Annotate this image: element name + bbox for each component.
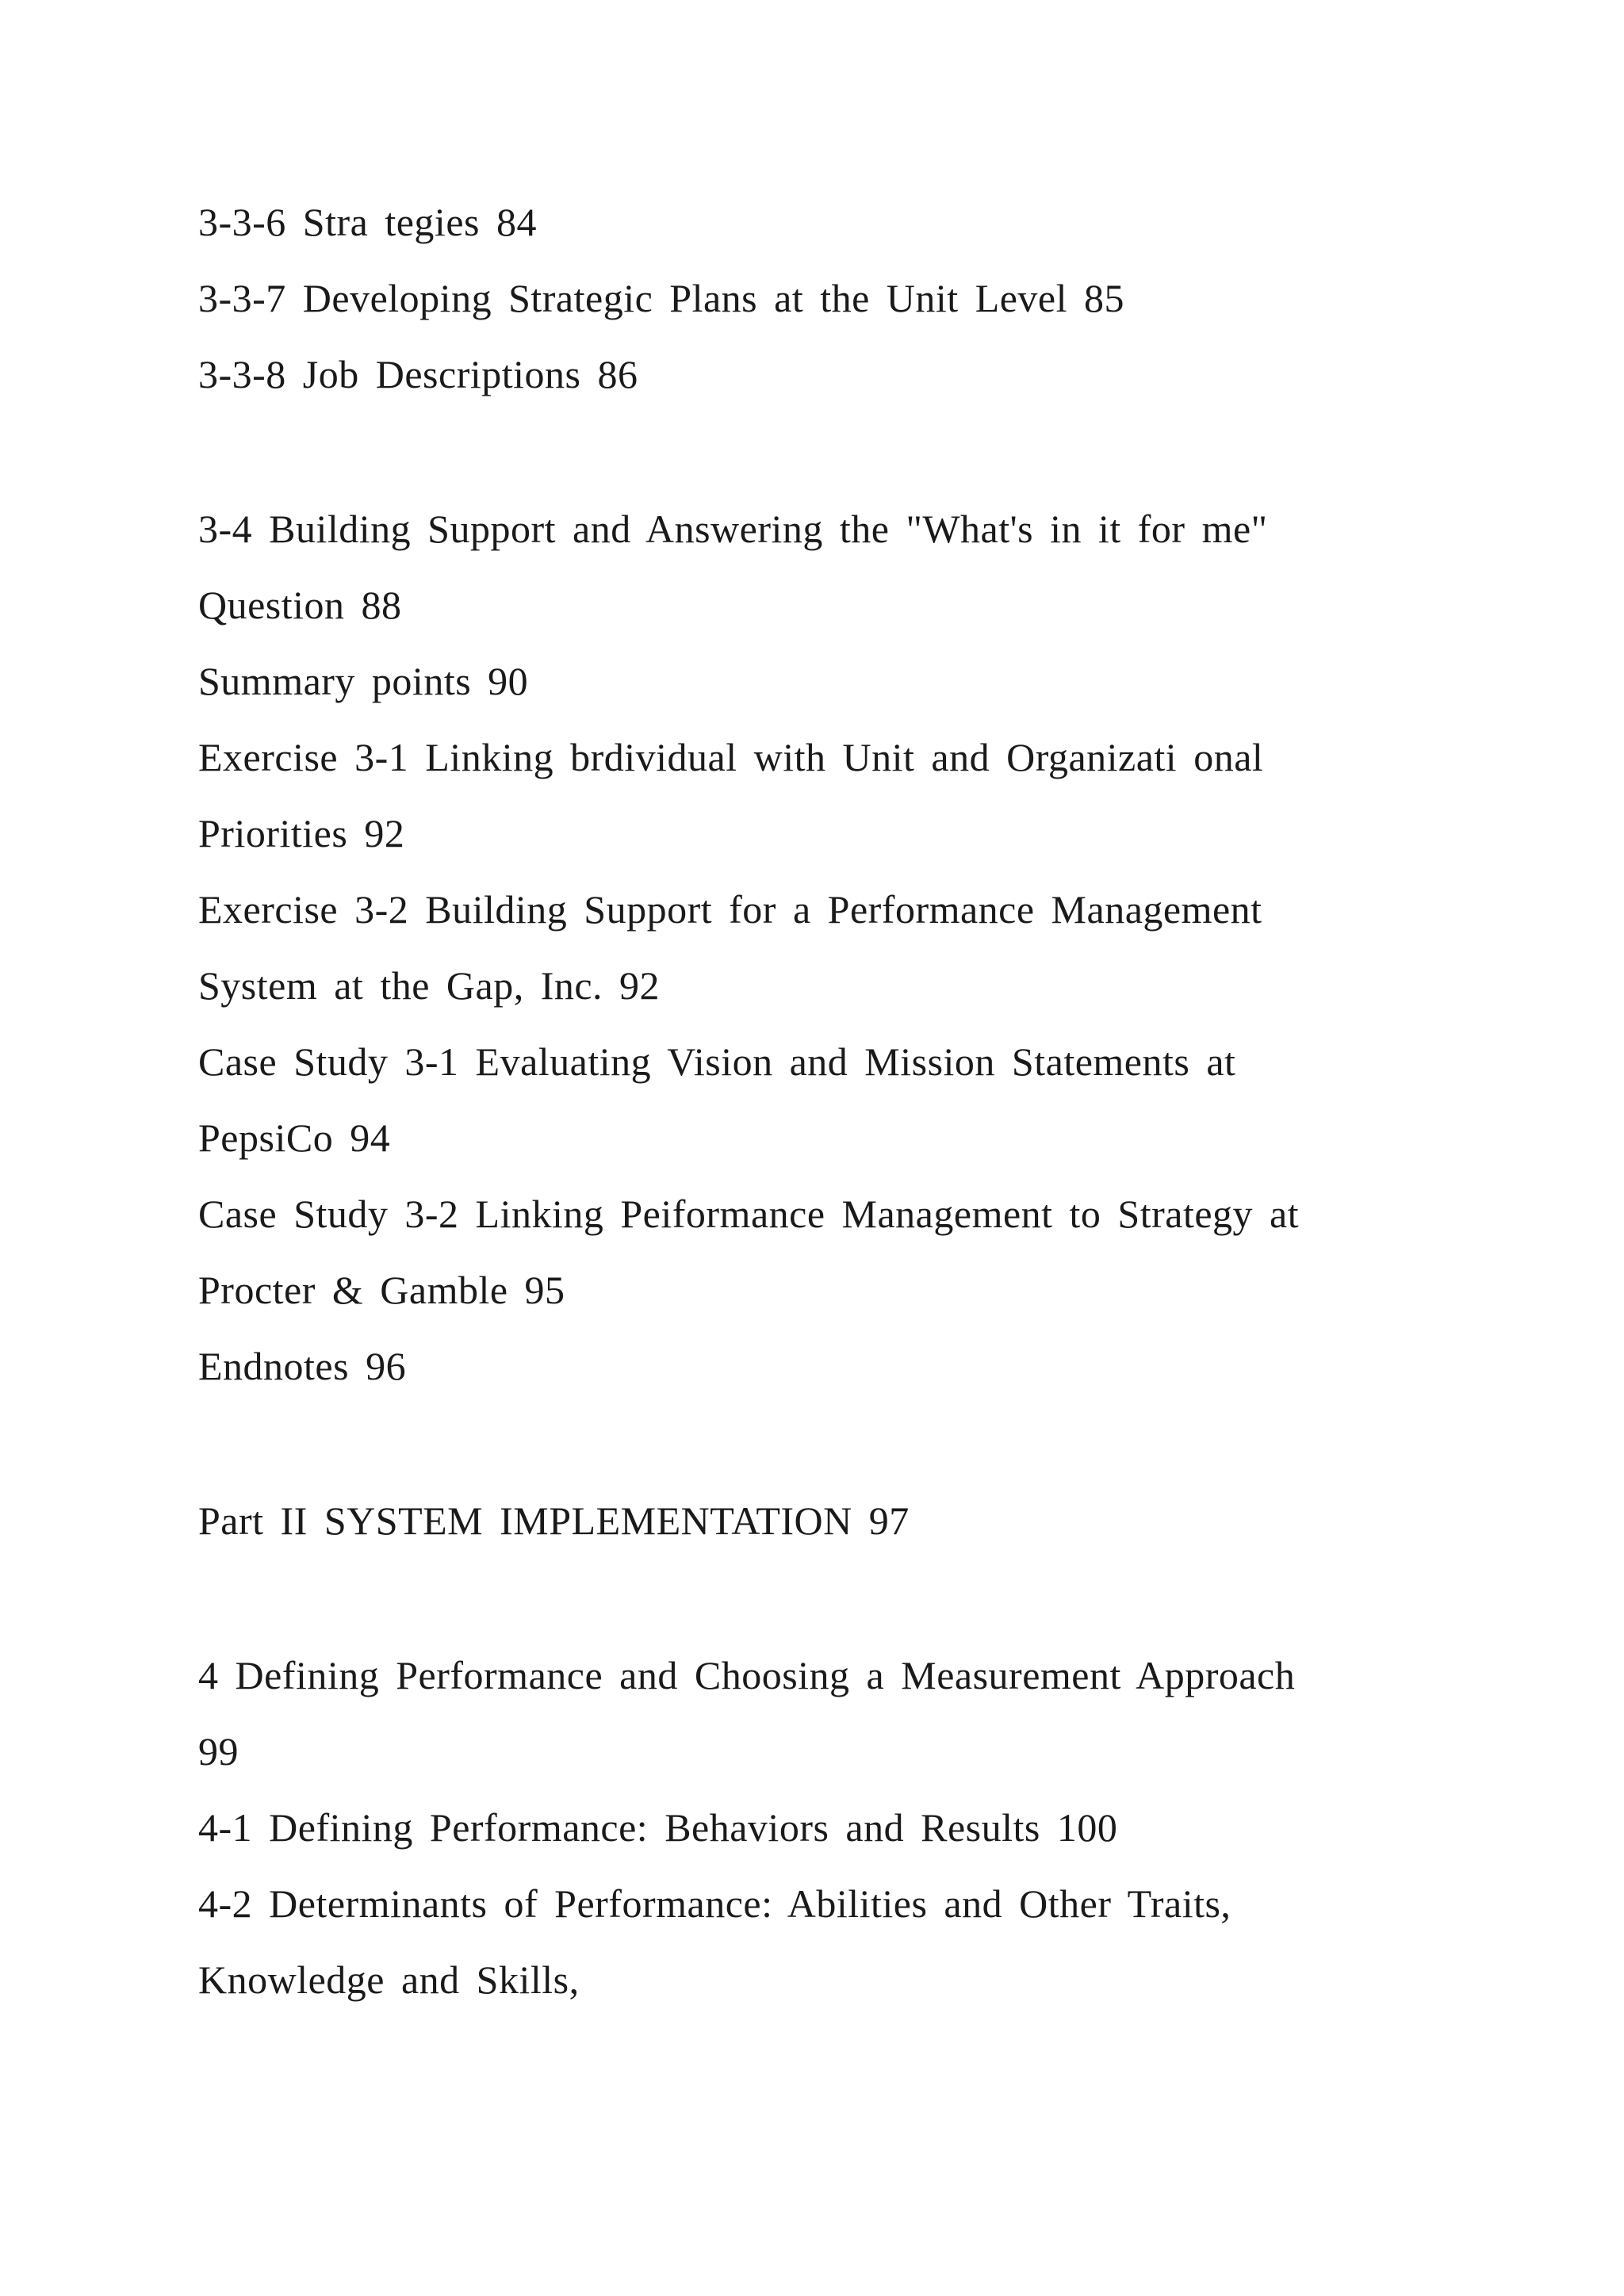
- toc-entry-3-4-cont: Question 88: [198, 583, 402, 627]
- toc-entry-exercise-3-1: Exercise 3-1 Linking brdividual with Unit and Organizati onal: [198, 735, 1264, 779]
- toc-entry-3-3-7: 3-3-7 Developing Strategic Plans at the Unit Level 85: [198, 276, 1125, 320]
- toc-entry-exercise-3-1-cont: Priorities 92: [198, 811, 405, 855]
- toc-entry-exercise-3-2-cont: System at the Gap, Inc. 92: [198, 963, 661, 1008]
- toc-entry-exercise-3-2: Exercise 3-2 Building Support for a Performance Management: [198, 887, 1262, 932]
- toc-entry-chapter-4-cont: 99: [198, 1729, 239, 1774]
- toc-entry-4-1: 4-1 Defining Performance: Behaviors and Results 100: [198, 1805, 1118, 1850]
- toc-entry-chapter-4: 4 Defining Performance and Choosing a Measurement Approach: [198, 1653, 1296, 1697]
- toc-entry-case-study-3-2: Case Study 3-2 Linking Peiformance Management to Strategy at: [198, 1192, 1300, 1236]
- toc-entry-4-2: 4-2 Determinants of Performance: Abilities and Other Traits,: [198, 1881, 1231, 1926]
- toc-entry-summary-points: Summary points 90: [198, 659, 529, 703]
- toc-entry-3-4: 3-4 Building Support and Answering the "What's in it for me": [198, 507, 1268, 551]
- toc-entry-3-3-8: 3-3-8 Job Descriptions 86: [198, 352, 638, 396]
- toc-entry-part-ii: Part II SYSTEM IMPLEMENTATION 97: [198, 1498, 910, 1543]
- toc-entry-case-study-3-2-cont: Procter & Gamble 95: [198, 1268, 565, 1312]
- toc-entry-3-3-6: 3-3-6 Stra tegies 84: [198, 200, 537, 244]
- toc-entry-4-2-cont: Knowledge and Skills,: [198, 1957, 580, 2002]
- toc-entry-case-study-3-1-cont: PepsiCo 94: [198, 1115, 391, 1160]
- toc-entry-case-study-3-1: Case Study 3-1 Evaluating Vision and Mission Statements at: [198, 1039, 1236, 1084]
- toc-entry-endnotes: Endnotes 96: [198, 1344, 407, 1388]
